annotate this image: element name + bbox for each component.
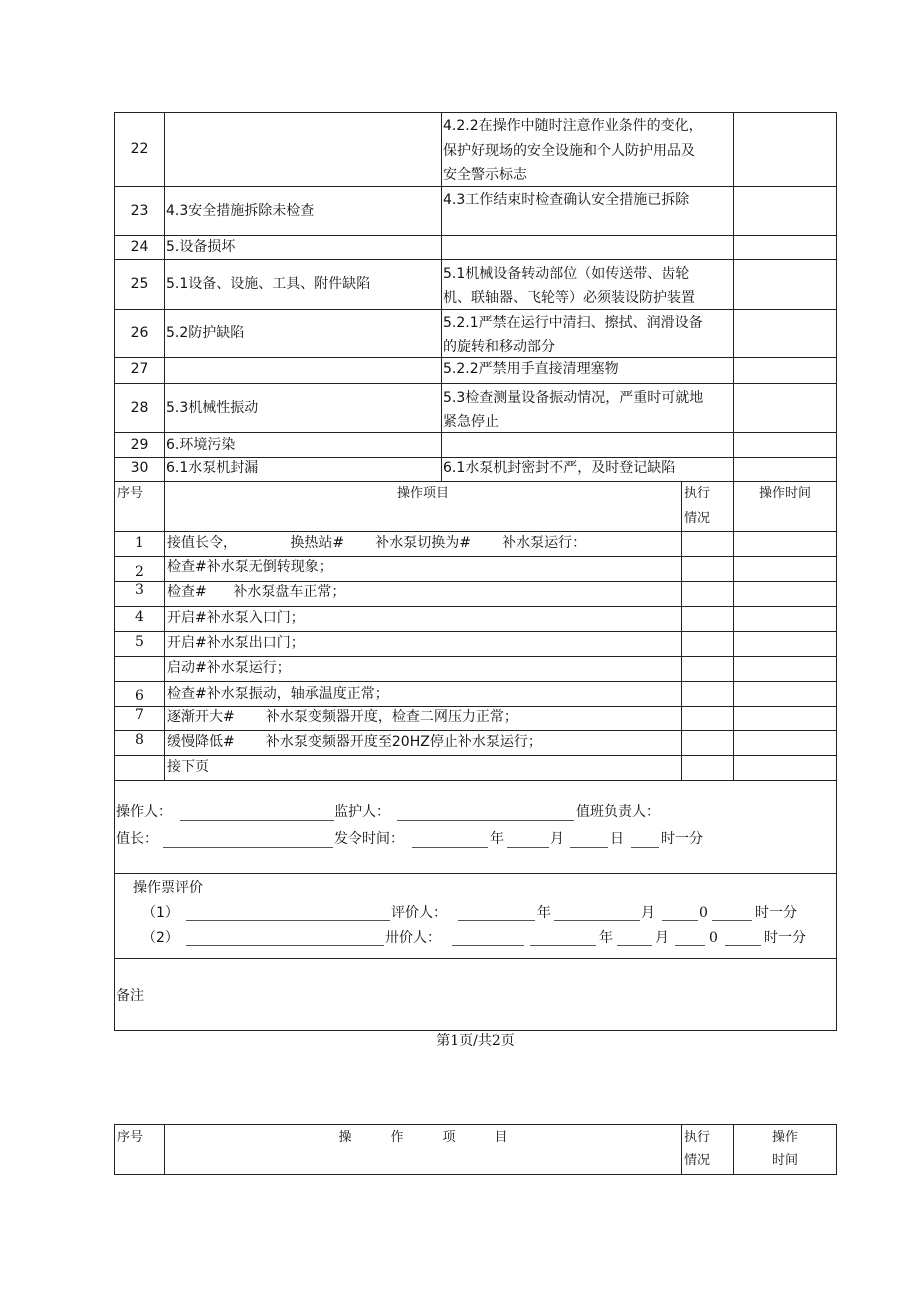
row-number: 23: [130, 203, 149, 219]
operator-label: 操作人：: [116, 804, 172, 820]
evaluation-2-name-field[interactable]: [452, 945, 524, 946]
evaluation-1-month-field[interactable]: [554, 920, 640, 921]
row-number: 28: [130, 400, 149, 416]
step-text: 检查#补水泵无倒转现象；: [167, 559, 333, 575]
hour-minute-label: 时一分: [764, 930, 806, 946]
hazard-item: 5.1设备、设施、工具、附件缺陷: [166, 276, 371, 292]
header-op-time: 操作时间: [758, 486, 811, 501]
evaluation-1-hour-field[interactable]: [712, 920, 752, 921]
evaluation-index: （2）: [142, 930, 179, 946]
header-exec-status: 执行: [684, 486, 711, 501]
evaluation-2-hour-field[interactable]: [725, 945, 761, 946]
measure-line: 6.1水泵机封密封不严，及时登记缺陷: [443, 460, 676, 476]
step-number: 4: [135, 609, 144, 625]
page-number: 第1页/共2页: [436, 1033, 515, 1049]
hazard-item: 4.3安全措施拆除未检查: [166, 203, 315, 219]
measure-line: 安全警示标志: [443, 167, 527, 183]
evaluation-2-year-field[interactable]: [530, 945, 596, 946]
evaluation-2-month-field[interactable]: [617, 945, 652, 946]
step-number: 5: [135, 634, 144, 650]
measure-line: 5.3检查测量设备振动情况，严重时可就地: [443, 390, 704, 406]
row-number: 26: [130, 325, 149, 341]
step-number: 1: [135, 535, 144, 551]
evaluation-2-day-field[interactable]: [675, 945, 705, 946]
year-label: 年: [599, 930, 613, 946]
evaluator-label: 卅价人：: [385, 930, 441, 946]
measure-line: 4.2.2在操作中随时注意作业条件的变化，: [443, 118, 703, 134]
measure-line: 的旋转和移动部分: [443, 339, 555, 355]
measure-line: 5.2.2严禁用手直接清理塞物: [443, 361, 619, 377]
supervisor-label: 监护人：: [334, 804, 390, 820]
header-operation-item: 操 作 项 目: [338, 1130, 508, 1145]
month-label: 月: [550, 831, 564, 847]
measure-line: 4.3工作结束时检查确认安全措施已拆除: [443, 192, 690, 208]
zero-value: 0: [709, 930, 718, 946]
header-exec-status: 执行: [684, 1130, 711, 1145]
step-text: 开启#补水泵出口门；: [167, 635, 305, 651]
measure-line: 5.1机械设备转动部位（如传送带、齿轮: [443, 266, 690, 282]
month-label: 月: [655, 930, 669, 946]
row-number: 27: [130, 361, 149, 377]
issue-day-field[interactable]: [570, 847, 608, 848]
step-text: 检查#补水泵振动，轴承温度正常；: [167, 686, 389, 702]
step-number: 6: [135, 688, 144, 704]
month-label: 月: [641, 905, 655, 921]
header-exec-status: 情况: [684, 1153, 711, 1168]
step-number: 3: [135, 582, 144, 598]
hazard-item: 6.环境污染: [166, 437, 236, 453]
header-op-time: 操作: [771, 1130, 798, 1145]
evaluation-1-field[interactable]: [186, 920, 390, 921]
evaluation-1-year-field[interactable]: [458, 920, 535, 921]
operator-signature-field[interactable]: [180, 820, 334, 821]
step-number: 8: [135, 732, 144, 748]
step-text: 检查# 补水泵盘车正常；: [167, 584, 346, 600]
step-text: 缓慢降低# 补水泵变频器开度至20HZ停止补水泵运行；: [167, 734, 542, 750]
measure-line: 保护好现场的安全设施和个人防护用品及: [443, 143, 695, 159]
step-text: 接值长令， 换热站# 补水泵切换为# 补水泵运行：: [167, 535, 587, 551]
measure-line: 机、联轴器、飞轮等）必须装设防护装置: [443, 290, 695, 306]
year-label: 年: [490, 831, 504, 847]
step-text: 接下页: [167, 759, 209, 775]
measure-line: 5.2.1严禁在运行中清扫、擦拭、润滑设备: [443, 315, 703, 331]
shift-lead-label: 值班负责人：: [576, 804, 660, 820]
step-text: 启动#补水泵运行；: [167, 660, 291, 676]
hour-minute-label: 时一分: [755, 905, 797, 921]
hazard-item: 5.3机械性振动: [166, 400, 259, 416]
hour-minute-label: 时一分: [661, 831, 703, 847]
step-number: 7: [135, 707, 144, 723]
row-number: 30: [130, 460, 149, 476]
remarks-label: 备注: [116, 988, 144, 1004]
evaluation-1-day-field[interactable]: [662, 920, 698, 921]
header-seq: 序号: [117, 486, 144, 501]
zero-value: 0: [699, 905, 708, 921]
year-label: 年: [537, 905, 551, 921]
issue-year-field[interactable]: [412, 847, 488, 848]
step-text: 逐渐开大# 补水泵变频器开度，检查二网压力正常；: [167, 709, 518, 725]
header-op-time: 时间: [771, 1153, 798, 1168]
hazard-item: 5.2防护缺陷: [166, 325, 245, 341]
row-number: 24: [130, 239, 149, 255]
chief-signature-field[interactable]: [163, 847, 333, 848]
evaluation-index: （1）: [142, 905, 179, 921]
evaluation-2-field[interactable]: [186, 945, 384, 946]
header-seq: 序号: [117, 1130, 144, 1145]
row-number: 25: [130, 276, 149, 292]
step-text: 开启#补水泵入口门；: [167, 610, 305, 626]
issue-month-field[interactable]: [507, 847, 549, 848]
supervisor-signature-field[interactable]: [397, 820, 574, 821]
measure-line: 紧急停止: [443, 414, 499, 430]
evaluator-label: 评价人：: [391, 905, 447, 921]
evaluation-title: 操作票评价: [133, 880, 203, 896]
row-number: 29: [130, 437, 149, 453]
day-label: 日: [610, 831, 624, 847]
hazard-item: 6.1水泵机封漏: [166, 460, 259, 476]
header-exec-status: 情况: [684, 511, 711, 526]
hazard-item: 5.设备损坏: [166, 239, 236, 255]
chief-label: 值长：: [116, 831, 158, 847]
step-number: 2: [135, 564, 144, 580]
row-number: 22: [130, 141, 149, 157]
issue-time-label: 发令时间：: [334, 831, 404, 847]
issue-hour-field[interactable]: [631, 847, 659, 848]
header-operation-item: 操作项目: [396, 486, 449, 501]
